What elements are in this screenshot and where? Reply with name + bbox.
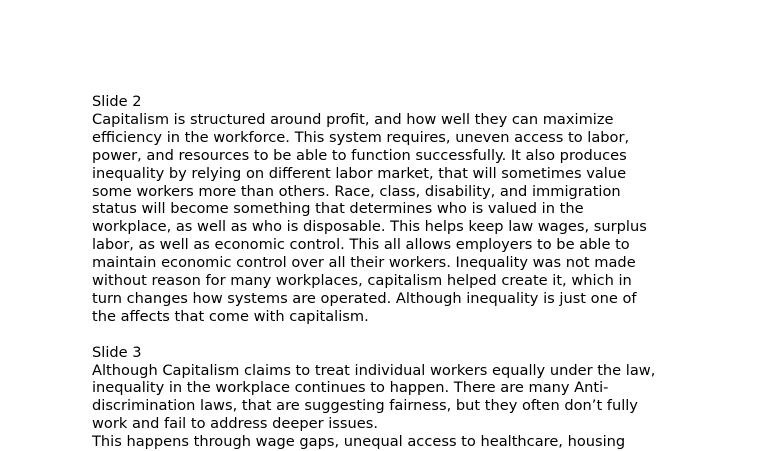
slide-3-text-line: inequality in the workplace continues to happen. There are many Anti- xyxy=(92,379,609,397)
slide-2-text-line: Capitalism is structured around profit, and how well they can maximize xyxy=(92,110,614,128)
slide-2-text-line: status will become something that determines who is valued in the xyxy=(92,200,584,218)
slide-3-heading: Slide 3 xyxy=(92,343,142,361)
slide-2-text-line: efficiency in the workforce. This system requires, uneven access to labor, xyxy=(92,128,630,146)
slide-2-text-line: inequality by relying on different labor market, that will sometimes value xyxy=(92,164,627,182)
slide-3-text-line: work and fail to address deeper issues. xyxy=(92,415,378,433)
slide-2-heading: Slide 2 xyxy=(92,93,142,110)
slide-2-text-line: turn changes how systems are operated. Although inequality is just one of xyxy=(92,289,637,307)
slide-2-text-line: maintain economic control over all their workers. Inequality was not made xyxy=(92,254,636,272)
slide-2-text-line: workplace, as well as who is disposable. This helps keep law wages, surplus xyxy=(92,218,647,236)
document-body xyxy=(92,93,732,451)
slide-3-text-line: This happens through wage gaps, unequal access to healthcare, housing xyxy=(92,433,626,451)
slide-2-text-line: power, and resources to be able to function successfully. It also produces xyxy=(92,146,627,164)
slide-2-text-line: without reason for many workplaces, capitalism helped create it, which in xyxy=(92,272,632,290)
slide-2-text-line: the affects that come with capitalism. xyxy=(92,307,369,325)
slide-3-text-line: discrimination laws, that are suggesting fairness, but they often don’t fully xyxy=(92,397,638,415)
slide-2-text-line: labor, as well as economic control. This all allows employers to be able to xyxy=(92,236,630,254)
slide-2-text-line: some workers more than others. Race, class, disability, and immigration xyxy=(92,182,621,200)
paragraph-spacer xyxy=(92,326,732,344)
slide-3-text-line: Although Capitalism claims to treat individual workers equally under the law, xyxy=(92,361,656,379)
